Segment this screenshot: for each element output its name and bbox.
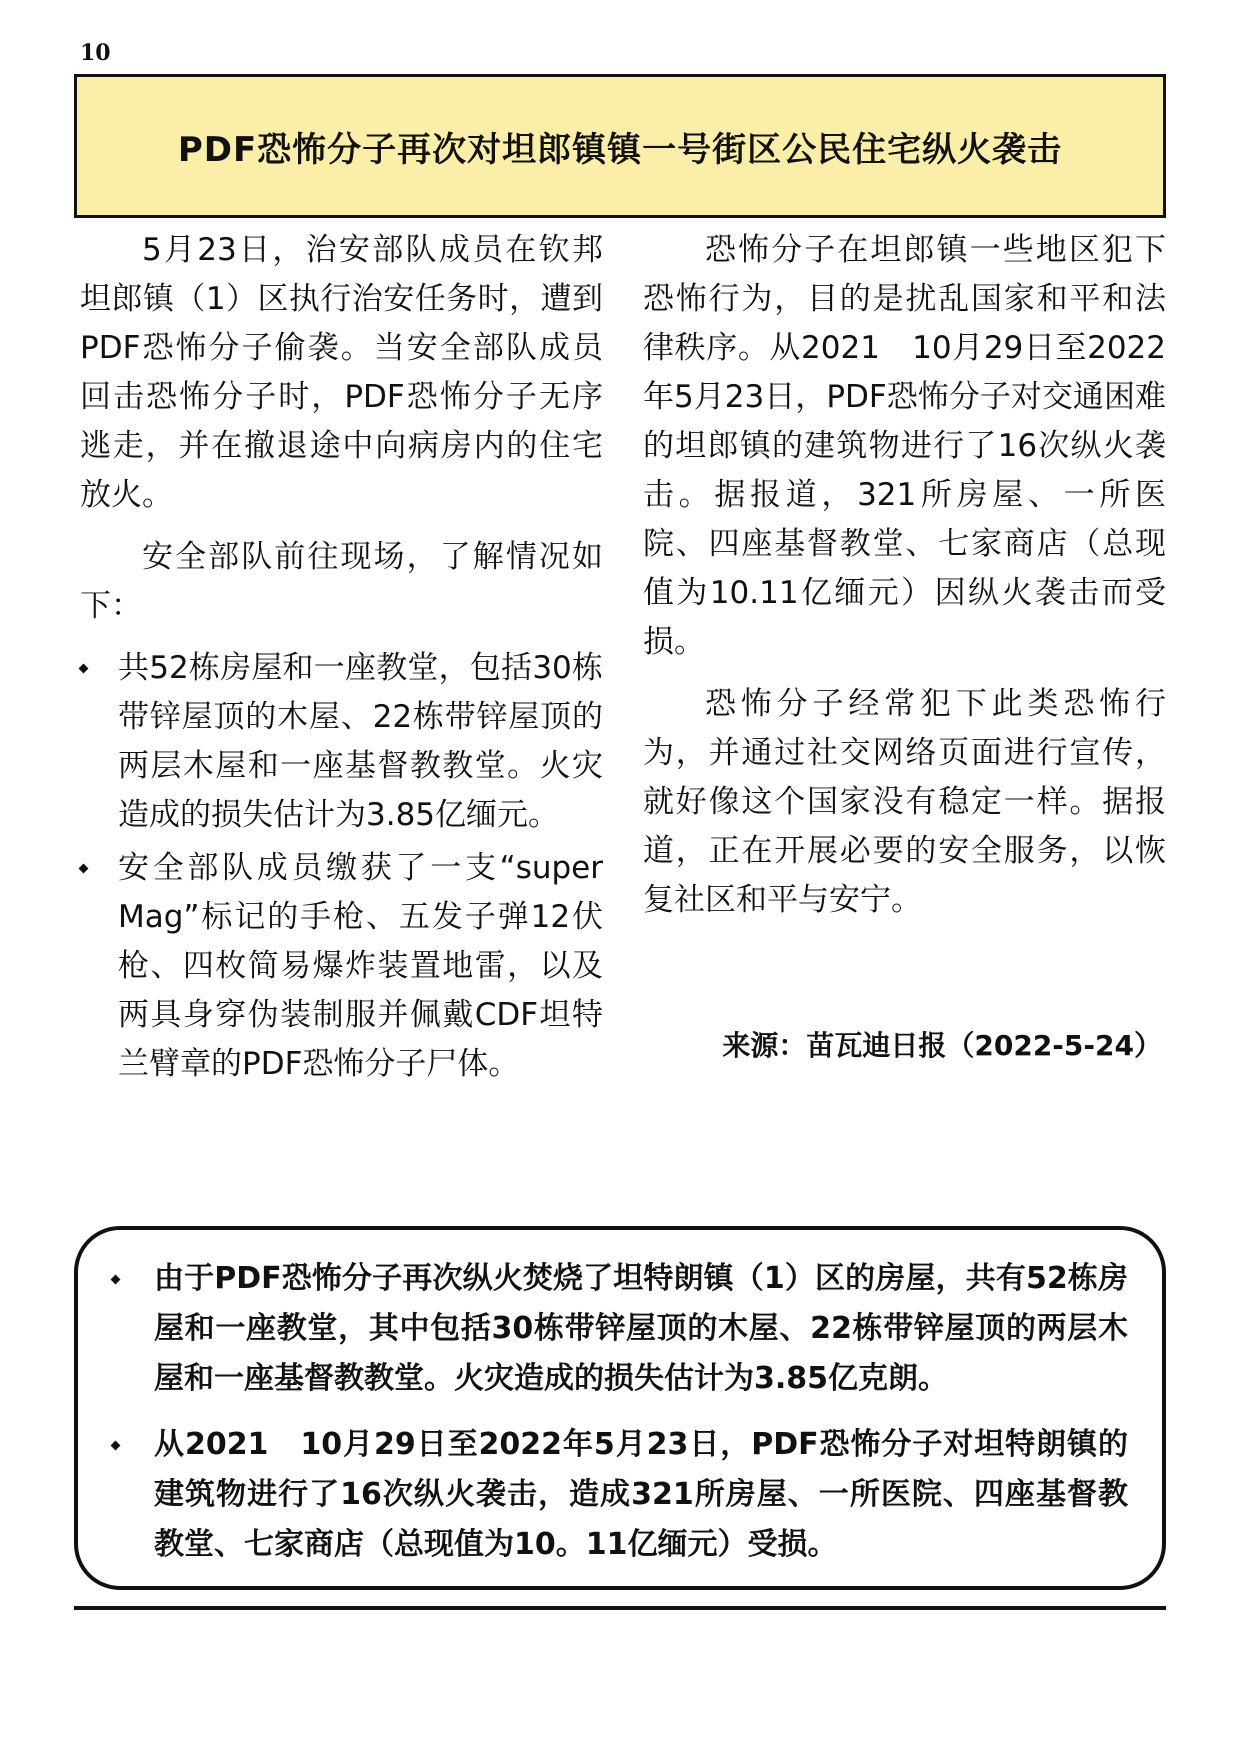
right-paragraph-1: 恐怖分子在坦郎镇一些地区犯下恐怖行为，目的是扰乱国家和平和法律秩序。从2021 10月29日至2022年5月23日，PDF恐怖分子对交通困难的坦郎镇的建筑物进行了16次纵火袭击。据报道，321所房屋、一所医院、四座基督教堂、七家商店（总现值为10.11亿缅元）因纵火袭击而受损。 <box>643 232 1166 660</box>
diamond-bullet-icon <box>79 664 89 674</box>
article-title: PDF恐怖分子再次对坦郎镇镇一号街区公民住宅纵火袭击 <box>177 129 1063 170</box>
left-paragraph-1: 5月23日，治安部队成员在钦邦坦郎镇（1）区执行治安任务时，遭到PDF恐怖分子偷袭。当安全部队成员回击恐怖分子时，PDF恐怖分子无序逃走，并在撤退途中向病房内的住宅放火。 <box>80 232 603 513</box>
summary-box <box>74 1226 1166 1590</box>
left-paragraph-2: 安全部队前往现场，了解情况如下： <box>80 539 603 624</box>
source-credit: 来源：苗瓦迪日报（2022-5-24） <box>722 1029 1162 1062</box>
bottom-divider <box>74 1606 1166 1610</box>
list-item <box>106 1420 1128 1570</box>
diamond-bullet-icon <box>111 1441 121 1451</box>
list-item-text: 安全部队成员缴获了一支“super Mag”标记的手枪、五发子弹12伏枪、四枚简易爆炸装置地雷，以及两具身穿伪装制服并佩戴CDF坦特兰臂章的PDF恐怖分子尸体。 <box>118 850 603 1082</box>
list-item <box>80 844 603 1089</box>
right-paragraph-2: 恐怖分子经常犯下此类恐怖行为，并通过社交网络页面进行宣传，就好像这个国家没有稳定一样。据报道，正在开展必要的安全服务，以恢复社区和平与安宁。 <box>643 686 1166 918</box>
findings-list <box>80 644 603 1089</box>
list-item-text: 从2021 10月29日至2022年5月23日，PDF恐怖分子对坦特朗镇的建筑物进行了16次纵火袭击，造成321所房屋、一所医院、四座基督教教堂、七家商店（总现值为10。11亿缅元）受损。 <box>154 1427 1128 1562</box>
list-item <box>80 644 603 840</box>
right-column <box>643 226 1166 1070</box>
summary-list <box>106 1254 1128 1570</box>
list-item-text: 共52栋房屋和一座教堂，包括30栋带锌屋顶的木屋、22栋带锌屋顶的两层木屋和一座基督教教堂。火灾造成的损失估计为3.85亿缅元。 <box>118 650 603 833</box>
page-number: 10 <box>80 40 111 66</box>
list-item-text: 由于PDF恐怖分子再次纵火焚烧了坦特朗镇（1）区的房屋，共有52栋房屋和一座教堂，其中包括30栋带锌屋顶的木屋、22栋带锌屋顶的两层木屋和一座基督教教堂。火灾造成的损失估计为3.85亿克朗。 <box>154 1261 1128 1396</box>
list-item <box>106 1254 1128 1404</box>
diamond-bullet-icon <box>79 864 89 874</box>
title-banner <box>74 74 1166 218</box>
diamond-bullet-icon <box>111 1275 121 1285</box>
left-column <box>80 226 603 1093</box>
